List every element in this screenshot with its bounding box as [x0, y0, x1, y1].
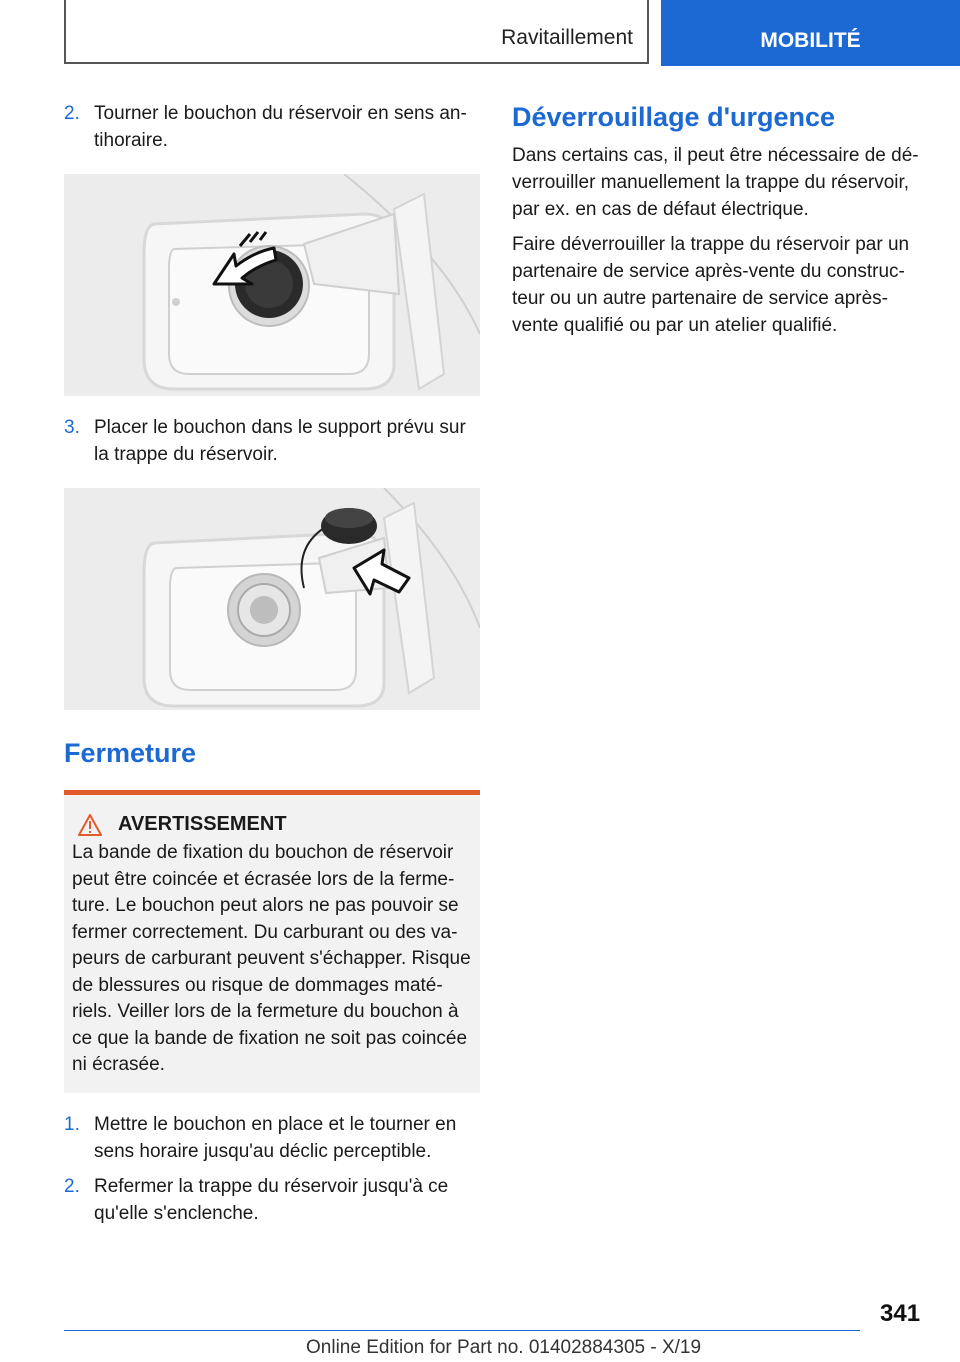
footer-divider — [64, 1330, 860, 1331]
step-text: Mettre le bouchon en place et le tourner en sens horaire jusqu'au déclic perceptible. — [94, 1113, 457, 1162]
header-chapter-tab: MOBILITÉ — [661, 0, 960, 66]
figure-place-cap — [64, 488, 480, 710]
fuel-cap-holder-illustration — [64, 488, 480, 710]
step-number: 1. — [64, 1113, 80, 1135]
step-text: Placer le bouchon dans le support prévu sur la trappe du réservoir. — [94, 417, 466, 465]
step-text: Tourner le bouchon du réservoir en sens an-tihoraire. — [94, 103, 467, 151]
footer-edition: Online Edition for Part no. 01402884305 - X/19 — [306, 1337, 702, 1358]
left-column — [64, 100, 480, 1227]
header-section-box — [64, 0, 649, 64]
warning-title: AVERTISSEMENT — [118, 813, 287, 835]
closing-step-1 — [64, 1111, 480, 1165]
warning-text: La bande de fixation du bouchon de réservoir peut être coincée et écrasée lors de la ferme-ture. Le bouchon peut alors ne pas pouvoir se fermer correctement. Du carburant ou des va-peurs de carburant peuvent s'échapper. Risque de blessures ou risque de dommages maté-riels. Veiller lors de la fermeture du bouchon à ce que la bande de fixation ne soit pas coincée ni écrasée. — [72, 842, 471, 1075]
step-number: 2. — [64, 103, 80, 124]
section-title-closing: Fermeture — [64, 738, 197, 768]
section-title-emergency-unlock: Déverrouillage d'urgence — [512, 102, 836, 132]
right-column — [512, 100, 922, 339]
page-number: 341 — [880, 1300, 921, 1327]
page-header — [0, 0, 960, 66]
warning-triangle-icon — [78, 814, 102, 836]
paragraph: Dans certains cas, il peut être nécessaire de dé-verrouiller manuellement la trappe du réservoir, par ex. en cas de défaut électrique. — [512, 145, 919, 220]
step-2-open — [64, 100, 480, 154]
warning-box — [64, 790, 480, 1093]
figure-turn-cap — [64, 174, 480, 396]
step-number: 3. — [64, 417, 80, 438]
step-number: 2. — [64, 1175, 80, 1197]
header-section-title: Ravitaillement — [501, 26, 633, 49]
warning-header — [72, 813, 472, 836]
paragraph: Faire déverrouiller la trappe du réservoir par un partenaire de service après-vente du construc-teur ou un autre partenaire de service après-vente qualifié ou par un atelier qualifié. — [512, 234, 910, 336]
step-text: Refermer la trappe du réservoir jusqu'à ce qu'elle s'enclenche. — [94, 1175, 449, 1224]
fuel-cap-turn-illustration — [64, 174, 480, 396]
step-3-place-cap — [64, 414, 480, 468]
closing-step-2 — [64, 1173, 480, 1227]
